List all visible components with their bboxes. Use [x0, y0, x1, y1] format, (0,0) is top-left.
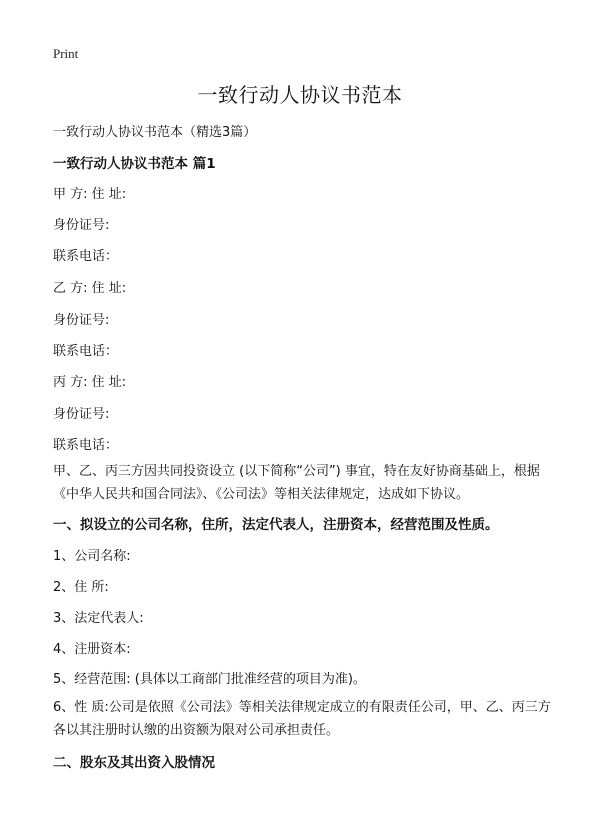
- clause-one-heading: 一、拟设立的公司名称，住所，法定代表人，注册资本，经营范围及性质。: [53, 517, 499, 533]
- intro-paragraph: 甲、乙、丙三方因共同投资设立 (以下简称“公司”) 事宜，特在友好协商基础上，根据《中华人民共和国合同法》、《公司法》等相关法律规定，达成如下协议。: [53, 464, 540, 502]
- clause-one-item: 5、经营范围: (具体以工商部门批准经营的项目为准)。: [53, 672, 366, 687]
- section-heading: 一致行动人协议书范本 篇1: [53, 156, 216, 172]
- clause-two-heading: 二、股东及其出资入股情况: [53, 755, 215, 771]
- party-a-address: 甲 方: 住 址:: [53, 187, 127, 202]
- clause-one-item: 4、注册资本:: [53, 642, 131, 657]
- clause-one-item: 6、性 质:公司是依照《公司法》等相关法律规定成立的有限责任公司，甲、乙、丙三方各以其注册时认缴的出资额为限对公司承担责任。: [53, 700, 551, 738]
- party-b-address: 乙 方: 住 址:: [53, 281, 127, 296]
- party-a-phone: 联系电话：: [53, 249, 119, 264]
- party-b-phone: 联系电话：: [53, 344, 119, 359]
- clause-one-item: 1、公司名称:: [53, 549, 131, 564]
- party-c-address: 丙 方: 住 址:: [53, 375, 127, 390]
- party-c-id: 身份证号:: [53, 407, 110, 422]
- party-c-phone: 联系电话：: [53, 438, 119, 453]
- clause-one-item: 2、住 所:: [53, 580, 109, 595]
- print-label: Print: [53, 46, 79, 61]
- document-subtitle: 一致行动人协议书范本（精选3篇）: [53, 125, 257, 140]
- party-a-id: 身份证号:: [53, 218, 110, 233]
- party-b-id: 身份证号:: [53, 313, 110, 328]
- clause-one-item: 3、法定代表人:: [53, 611, 144, 626]
- document-title: 一致行动人协议书范本: [197, 83, 403, 107]
